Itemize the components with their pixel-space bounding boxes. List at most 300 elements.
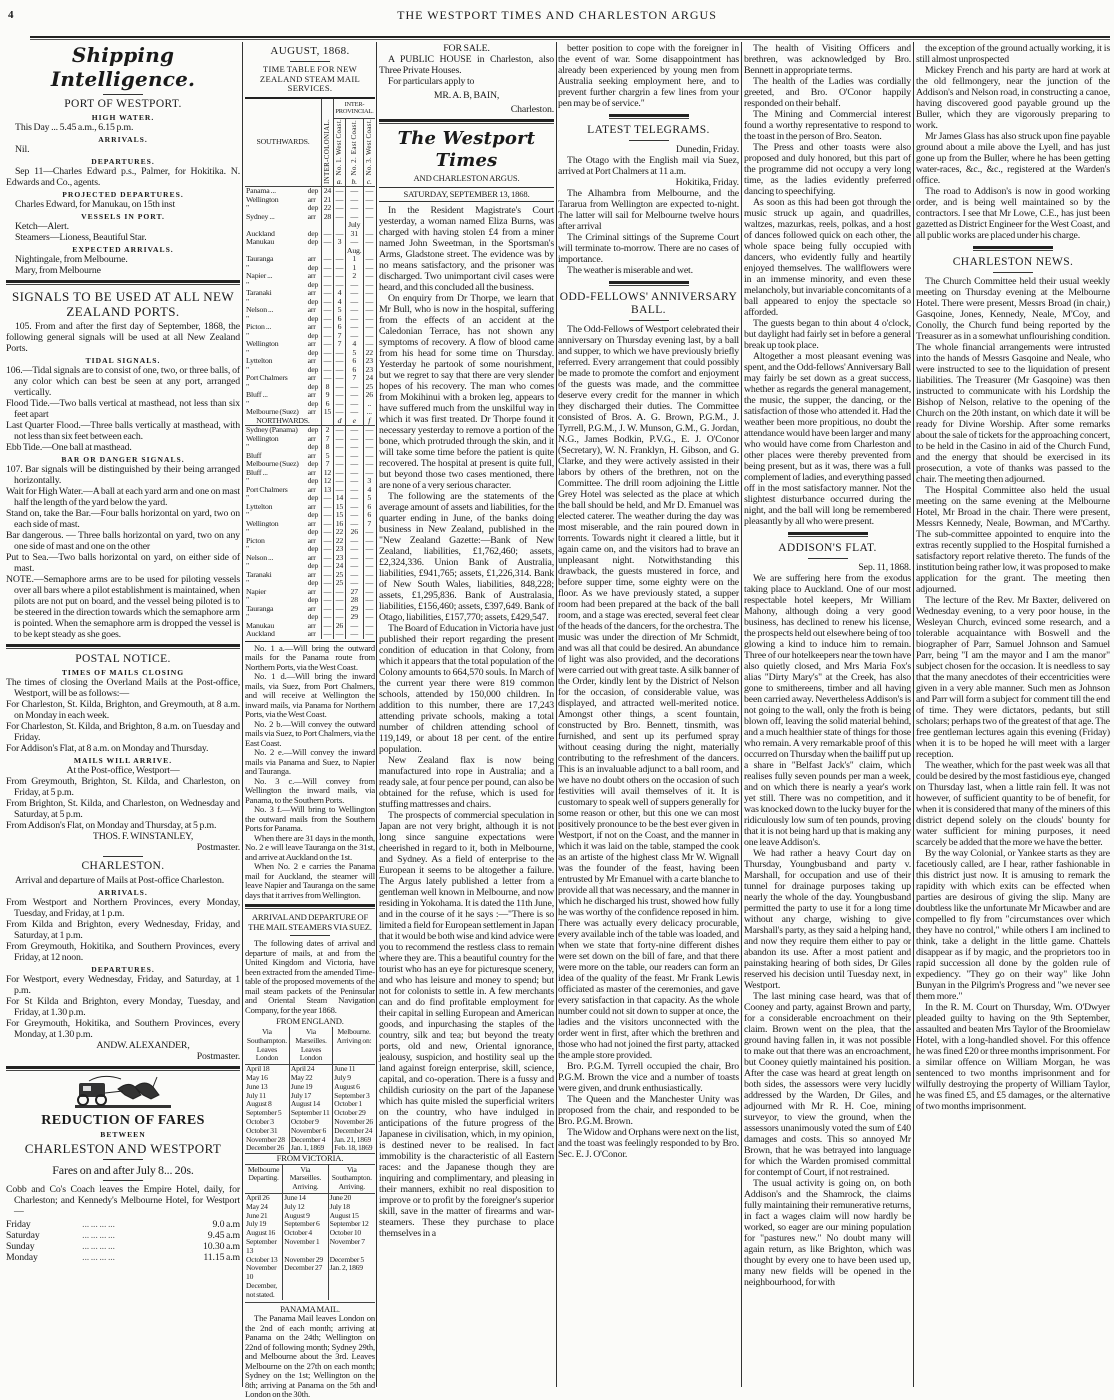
place: Bluff ... [246, 390, 268, 400]
arr-dep: dep [307, 262, 319, 272]
day-value: 1 [345, 264, 363, 273]
place: Nelson ... [246, 552, 274, 562]
leader-dots: ... ... ... ... [82, 1230, 115, 1241]
day-value: 2 [345, 272, 363, 281]
day-value: 22 [333, 528, 345, 537]
date-cell: June 13 [246, 1081, 268, 1091]
arr-dep: dep [307, 364, 319, 374]
day-value: — [345, 281, 363, 290]
postmaster-title: Postmaster. [196, 1051, 240, 1062]
arr-dep: arr [307, 288, 316, 298]
arrival-time: From Addison's Flat, on Monday and Thursday, at 5 p.m. [6, 820, 217, 831]
day-value: — [345, 298, 363, 307]
arr-dep: arr [307, 407, 316, 417]
day-value: — [363, 196, 375, 205]
arr-dep: dep [307, 510, 319, 520]
arr-dep: arr [307, 390, 316, 400]
mail-departure: For St Kilda and Brighton, every Monday, Tuesday, and Friday, at 1.30 p.m. [6, 996, 240, 1018]
day-value: — [345, 630, 363, 639]
ball-paragraph-list [744, 43, 911, 527]
column-addisons-flat [744, 43, 911, 1288]
day-value: 12 [321, 469, 333, 478]
day-value: 1 [345, 255, 363, 264]
place: Wellington [246, 194, 279, 204]
day-value: 5 [345, 349, 363, 358]
leader-dots: ... ... ... ... [82, 1241, 115, 1252]
ball-paragraph: As soon as this had been got through the music struck up again, and quadrilles, waltzes, mazurkas, reels, polkas, and a host of dances followed quick on each other, the whole space being fully occupied with dancers, who evidently fully and heartily enjoyed themselves. The wallflowers were in an immense minority, and even these melancholy, but invariable concomitants of a ball appeared to enjoy the spectacle so afforded. [744, 197, 911, 318]
arr-dep: arr [307, 373, 316, 383]
day-value: 6 [333, 323, 345, 332]
ball-paragraph: The health of the Ladies was cordially greeted, and Bro. O'Conor happily responded on their behalf. [744, 76, 911, 109]
day-value: — [363, 187, 375, 196]
date-cell: Jan. 21, 1869 [333, 1136, 375, 1145]
news-paragraph: The following are the statements of the average amount of assets and liabilities, for the quarter ending in June, of the banks doing business in New Zealand, published in the "New Zealand Gazette:—Bank of New Zealand, liabilities, £1,762,460; assets, £2,324,336. Union Bank of Australia, liabilities, £941,765; assets, £1,226,314. Bank of New South Wales, liabilities, 848,228; assets, £1,295,836. Bank of Australasia, liabilities, £156,460; assets, £397,649. Bank of Otago, liabilities, £157,770; assets, £429,547. [379, 491, 554, 623]
day-value: 6 [333, 315, 345, 324]
timetable-note: When No. 2 e carries the Panama mail for Auckland, the steamer will leave Napier and Tauranga on the same days that it arrives from Wellington. [245, 861, 375, 900]
timetable-row [245, 630, 375, 639]
column-header: Melbourne Departing. [245, 1165, 283, 1194]
divider [629, 140, 669, 141]
coach-time-row [6, 1252, 240, 1263]
day-value: 15 [333, 503, 345, 512]
day-value: 25 [363, 383, 375, 392]
for-sale-title: FOR SALE. [443, 43, 490, 54]
service-letter: e [352, 415, 356, 425]
day-value: — [321, 494, 333, 503]
paragraph: better position to cope with the foreigner in the event of war. Some disappointment has already been experienced by young men from Australia seeking employment here, and to prevent further chargrin a few lines from your pen may be of service." [558, 43, 739, 109]
column-header: Via Southampton. Arriving. [328, 1165, 375, 1194]
day-value: — [345, 332, 363, 341]
day-value: 3 [333, 238, 345, 247]
day-value: 24 [333, 562, 345, 571]
closing-time-list [6, 677, 240, 754]
ball-paragraph: Bro. P.G.M. Tyrrell occupied the chair, Bro P.G.M. Brown the vice and a number of toasts were given, and drunk enthusiastically. [558, 1061, 739, 1094]
arr-dep: arr [307, 450, 316, 460]
addison-paragraph-list [916, 43, 1110, 241]
charleston-news-paragraph: In the R. M. Court on Thursday, Wm. O'Dwyer pleaded guilty to having on the 9th September, assaulted and beaten Mrs Taylor of the Broomielaw Hotel, with a long-handled shovel. For this offence he was fined £20 or three months imprisonment. For a similar offence on William Morgan, he was sentenced to two months imprisonment and for wilfully destroying the property of William Taylor, he was fined £5, and £5 damages, or the alternative of two months imprisonment. [916, 1002, 1110, 1112]
day-value: — [321, 315, 333, 324]
addison-paragraph: The usual activity is going on, on both Addison's and the Shamrock, the claims fully maintaining their remunerative returns, in fact a wages claim will now hardly be worked, so eager are our mining population for "pastures new." No doubt many will again return, as like Brighton, which was thought by every one to have been used up, many new fields will be opened in the neighbourhood, for with [744, 1178, 911, 1288]
service-head: West Coast. [365, 118, 373, 155]
fares-between: BETWEEN [100, 1130, 146, 1139]
divider [629, 320, 669, 321]
day-value: 4 [345, 340, 363, 349]
shipping-title: Shipping Intelligence. [50, 43, 196, 91]
date-cell: September 6 [283, 1220, 328, 1229]
day-value: — [333, 391, 345, 400]
timetable-note: When there are 31 days in the month, No. 2 e will leave Tauranga on the 31st, and arrive at Auckland on the 1st. [245, 832, 375, 862]
day-value: — [363, 443, 375, 452]
day-value: — [321, 596, 333, 605]
stagecoach-illustration [73, 1075, 173, 1109]
newspaper-title: The Westport Times [397, 128, 536, 171]
day-value: — [333, 435, 345, 444]
section-label: ARRIVALS. [98, 888, 148, 897]
day-value: 16 [333, 520, 345, 529]
arr-dep: arr [307, 254, 316, 264]
addison-paragraph: the exception of the ground actually working, it is still almost unprospected [916, 43, 1110, 65]
arr-dep: dep [307, 425, 319, 435]
arr-dep: dep [307, 330, 319, 340]
day-value: 4 [363, 486, 375, 495]
addison-paragraph: We had rather a heavy Court day on Thursday, Youngbusband and party v. Marshall, for occupation and use of their tunnel for drainage purposes taking up nearly the whole of the day. Youngbusband permitted the party to use it for a long time without any charge, wishing to give Marshall's party, as they said a helping hand, and now they require them either to pay or abandon its use. After a most patient and painstaking hearing of both sides, Dr Giles reserved his decision until Tuesday next, in Westport. [744, 848, 911, 991]
day-value: — [363, 588, 375, 597]
day-value: 26 [333, 622, 345, 631]
coach-time: 10.30 a.m [203, 1241, 240, 1252]
arr-dep: dep [307, 203, 319, 213]
day-value: — [345, 323, 363, 332]
day-value: 28 [321, 213, 333, 222]
date-cell: June 19 [289, 1083, 332, 1092]
day-value: — [363, 452, 375, 461]
bar-signal: Stand on, take the Bar.—Four balls horizontal on yard, two on each side of mast. [6, 508, 240, 530]
place: " [246, 364, 249, 374]
day-value: — [363, 528, 375, 537]
place: Napier ... [246, 271, 273, 281]
day-value: 8 [321, 383, 333, 392]
coach-time: 11.15 a.m [203, 1252, 240, 1263]
tidal-signal-list [6, 365, 240, 453]
tidal-signal: Flood Tide.—Two balls vertical at masthead, not less than six feet apart [6, 398, 240, 420]
leader-dots: ... ... ... ... [82, 1219, 115, 1230]
from-victoria-title: FROM VICTORIA. [245, 1153, 375, 1165]
place: " [246, 527, 249, 537]
ball-paragraph: The Press and other toasts were also proposed and duly honored, but this part of the programme did not occupy a very long time, as the ladies evidently preferred dancing to speechifying. [744, 142, 911, 197]
section-label: DEPARTURES. [91, 965, 155, 974]
day-value: — [333, 264, 345, 273]
ball-paragraph: The health of Visiting Officers and brethren, was acknowledged by Bro. Bennett in appropriate terms. [744, 43, 911, 76]
coach-time-row [6, 1219, 240, 1230]
column-header: Melbourne. Arriving on: [333, 1027, 375, 1065]
day-value: 25 [333, 571, 345, 580]
section-label: TIDAL SIGNALS. [85, 356, 161, 365]
place: " [246, 296, 249, 306]
day-value: — [321, 357, 333, 366]
arr-dep: dep [307, 442, 319, 452]
divider [788, 532, 868, 537]
arr-dep: dep [307, 612, 319, 622]
day-value: — [321, 511, 333, 520]
closing-time: For Charleston, St. Kilda, Brighton, and Greymouth, at 8 a.m. on Monday in each week. [6, 699, 240, 721]
place: " [246, 330, 249, 340]
divider [609, 281, 689, 286]
place: " [246, 279, 249, 289]
day-value: — [363, 596, 375, 605]
day-value: — [321, 255, 333, 264]
fares-line: Fares on and after July 8... 20s. [52, 1163, 194, 1177]
arr-dep: arr [307, 586, 316, 596]
day-value: — [321, 306, 333, 315]
coach-day: Saturday [6, 1230, 40, 1241]
date-cell: August 6 [333, 1083, 375, 1092]
day-value: — [363, 255, 375, 264]
date-cell: August 16 [246, 1228, 276, 1238]
day-value: — [363, 306, 375, 315]
day-value: 22 [363, 349, 375, 358]
charleston-news-title: CHARLESTON NEWS. [952, 256, 1074, 268]
departures: Sep 11—Charles Edward p.s., Palmer, for Hokitika. N. Edwards and Co., agents. [6, 166, 240, 188]
date-cell: November 6 [289, 1127, 332, 1136]
news-paragraph: The Board of Education in Victoria have just published their report regarding the present condition of education in that Colony, from which it appears that the total population of the Colony amounts to 664,570 souls. In March of the current year there were 819 common schools, attended by 150,000 children. In addition to this number, there are 17,243 attending private schools, making a total number of children attending school of 119,149, or about 18 per cent. of the entire population. [379, 623, 554, 755]
day-value: — [345, 486, 363, 495]
place: Lyttelton [246, 501, 273, 511]
day-value: — [345, 469, 363, 478]
day-value: — [345, 452, 363, 461]
timetable-title: TIME TABLE FOR NEW ZEALAND STEAM MAIL SERVICES. [259, 64, 361, 93]
service-column [345, 118, 363, 187]
service-number: No. 2. [349, 156, 358, 176]
day-value: — [321, 571, 333, 580]
column-header: Via Marseilles. Leaves London [289, 1027, 332, 1065]
divider [808, 558, 848, 559]
day-value: — [363, 213, 375, 222]
day-value: — [345, 306, 363, 315]
tidal-signal: Last Quarter Flood.—Three balls vertically at masthead, with not less than six feet between each. [6, 420, 240, 442]
day-value: — [321, 630, 333, 639]
for-sale-place: Charleston. [510, 104, 554, 115]
arr-dep: arr [307, 569, 316, 579]
day-value: 7 [333, 332, 345, 341]
day-value: — [345, 383, 363, 392]
day-value: 7 [345, 374, 363, 383]
arr-dep: dep [307, 527, 319, 537]
arr-dep: dep [307, 398, 319, 408]
tidal-signal: Ebb Tide.—One ball at masthead. [6, 442, 132, 453]
place: " [246, 476, 249, 486]
day-value: 24 [321, 187, 333, 196]
dateline: Sep. 11, 1868. [858, 562, 911, 573]
day-value: — [333, 477, 345, 486]
closing-time: For Addison's Flat, at 8 a.m. on Monday and Thursday. [6, 743, 209, 754]
day-value: — [321, 622, 333, 631]
day-value: — [345, 391, 363, 400]
day-value: — [363, 289, 375, 298]
date-cell: October 10 [328, 1229, 375, 1238]
service-column [333, 118, 345, 187]
date-cell: September 3 [333, 1092, 375, 1101]
mail-arrival: From Kilda and Brighton, every Wednesday, Friday, and Saturday, at 1 p.m. [6, 919, 240, 941]
day-value: — [363, 238, 375, 247]
date-cell: July 18 [328, 1203, 375, 1212]
dateline: Dunedin, Friday. [675, 144, 739, 155]
day-value: — [345, 408, 363, 417]
service-number: No. 1. [335, 156, 344, 176]
day-value: — [333, 230, 345, 239]
place: Port Chalmers [246, 373, 288, 383]
place: " [246, 347, 249, 357]
day-value: 31 [345, 230, 363, 239]
day-value: — [345, 503, 363, 512]
postal-title: POSTAL NOTICE. [75, 653, 171, 665]
date-cell: July 12 [283, 1203, 328, 1212]
place: Melbourne (Suez) [246, 407, 299, 417]
timetable-note: No. 2 b.—Will convey the outward mails via Suez, to Port Chalmers, via the East Coast. [245, 718, 375, 748]
day-value: — [333, 588, 345, 597]
date-row [245, 1144, 375, 1153]
day-value: — [333, 426, 345, 435]
bar-signal: Bar dangerous. — Three balls horizontal on yard, two on any one side of mast and one on the other [6, 530, 240, 552]
column-header: Via Marseilles. Arriving. [283, 1165, 328, 1194]
day-value: — [363, 204, 375, 213]
timetable-note: No. 3 c.—Will convey from Wellington the inward mails, via Panama, to the Southern Ports. [245, 775, 375, 805]
divider [993, 272, 1033, 273]
date-cell: October 1 [333, 1100, 375, 1109]
telegram-list [558, 188, 739, 276]
day-value: — [321, 528, 333, 537]
place: Manukau [246, 620, 275, 630]
day-value: 5 [321, 452, 333, 461]
date-cell: July 9 [333, 1074, 375, 1083]
day-value: — [345, 426, 363, 435]
day-value: — [363, 579, 375, 588]
day-value: 8 [321, 443, 333, 452]
addison-paragraph: The last mining case heard, was that of Cooney and party, against Brown and party, for a considerable encroachment on their claim. Brown went on the plea, that the ground having fallen in, it was not possible to make out that there was an encroachment, but Cooney quietly maintained his position. After the case was heard at great length on both sides, the assessors were very lucidly addressed by the Warden, Dr Giles, and adjourned with Mr R. H. Coe, mining surveyor, to view the ground, when the assessors unanimously voted the sum of £40 damages and costs. This so annoyed Mr Brown, that he was betrayed into language for which the Warden promised committal for contempt of Court, if not restrained. [744, 991, 911, 1178]
date-cell: December 27 [283, 1264, 328, 1282]
mail-arrival: From Westport and Northern Provinces, every Monday, Tuesday, and Friday, at 1 p.m. [6, 897, 240, 919]
ball-paragraph: The Queen and the Manchester Unity was proposed from the chair, and responded to be Bro. P.G.M. Brown. [558, 1094, 739, 1127]
mail-timetable [245, 99, 375, 639]
date-cell: April 18 [246, 1064, 270, 1074]
date-cell: May 22 [289, 1074, 332, 1083]
day-value: — [321, 332, 333, 341]
vessel-line: Steamers—Lioness, Beautiful Star. [15, 232, 147, 243]
date-cell: December 4 [289, 1136, 332, 1145]
day-value: — [363, 281, 375, 290]
coach-time-row [6, 1241, 240, 1252]
day-value: — [363, 545, 375, 554]
day-value: — [333, 408, 345, 417]
day-value: — [321, 264, 333, 273]
ball-title: ODD-FELLOWS' ANNIVERSARY BALL. [559, 291, 738, 316]
arr-dep: arr [307, 552, 316, 562]
day-value: 5 [333, 306, 345, 315]
divider [6, 1066, 240, 1071]
day-value: — [345, 196, 363, 205]
day-value: — [363, 340, 375, 349]
date-cell: December 26 [246, 1143, 284, 1153]
date-cell: August 14 [289, 1100, 332, 1109]
projected-departures: Charles Edward, for Manukau, on 15th inst [15, 199, 176, 210]
expected-line-list [6, 254, 240, 276]
place: Sydney ... [246, 211, 275, 221]
day-value: — [363, 264, 375, 273]
divider [6, 644, 240, 649]
date-cell: November 1 [283, 1238, 328, 1256]
arr-dep: dep [307, 228, 319, 238]
arr-dep: arr [307, 629, 316, 639]
date-cell: September 5 [246, 1108, 282, 1118]
date-cell: Jan. 1, 1869 [289, 1144, 332, 1153]
day-value: — [345, 562, 363, 571]
day-value: 7 [333, 340, 345, 349]
charleston-mail-title: CHARLESTON. [81, 860, 165, 872]
day-value: 22 [333, 537, 345, 546]
timetable-note-list [245, 644, 375, 901]
day-value: — [333, 400, 345, 409]
arr-dep: arr [307, 305, 316, 315]
telegram: The weather is miserable and wet. [567, 265, 693, 276]
page-number: 4 [8, 9, 14, 21]
day-value: — [321, 605, 333, 614]
day-value: — [321, 520, 333, 529]
day-value: 27 [345, 588, 363, 597]
section-label: TIMES OF MAILS CLOSING [61, 668, 185, 677]
arr-dep: arr [307, 271, 316, 281]
date-cell: Feb. 18, 1869 [333, 1144, 375, 1153]
closing-time: The times of closing the Overland Mails at the Post-office, Westport, will be as follows:— [6, 677, 240, 699]
service-head: West Coast. [335, 118, 344, 155]
day-value: 23 [363, 357, 375, 366]
place: " [246, 493, 249, 503]
service-number: No. 3. [365, 156, 373, 176]
date-row [245, 1282, 375, 1300]
day-value: — [363, 315, 375, 324]
arr-dep: dep [307, 186, 319, 196]
day-value: — [345, 537, 363, 546]
place: Tauranga [246, 603, 274, 613]
day-value: — [333, 281, 345, 290]
place: Port Chalmers [246, 484, 288, 494]
day-value: — [333, 596, 345, 605]
day-value: — [321, 545, 333, 554]
date-cell: December 24 [333, 1127, 375, 1136]
day-value: 24 [363, 374, 375, 383]
column-charleston-news [916, 43, 1110, 1112]
arrive-at: At the Post-office, Westport— [66, 765, 180, 776]
day-value: 7 [321, 460, 333, 469]
addison-paragraph: Mickey French and his party are hard at work at the old fellmongery, near the junction of the Addison's and Nelson road, in constructing a canoe, having discovered good payable ground up the Buller, which they are vigorously preparing to work. [916, 65, 1110, 131]
timetable-note: No. 1 a.—Will bring the outward mails for the Panama route from Northern Ports, via the West Coast. [245, 642, 375, 672]
day-value: 12 [321, 477, 333, 486]
day-value: — [333, 486, 345, 495]
closing-time: For Charleston, St. Kilda, and Brighton, 8 a.m. on Tuesday and Friday. [6, 721, 240, 743]
day-value: — [363, 469, 375, 478]
day-value: 14 [333, 494, 345, 503]
arr-dep: arr [307, 339, 316, 349]
day-value: — [363, 562, 375, 571]
place: " [246, 544, 249, 554]
news-paragraph: New Zealand flax is now being manufactured into rope in Australia; and a ready sale, at four pence per pound, can also be obtained for the refuse, which is used for stuffing mattresses and chairs. [379, 755, 554, 810]
day-value: 23 [363, 366, 375, 375]
divider [103, 1180, 143, 1181]
day-value: 15 [321, 408, 333, 417]
arr-dep: dep [307, 279, 319, 289]
telegrams-title: LATEST TELEGRAMS. [587, 124, 710, 136]
day-value: 21 [321, 196, 333, 205]
port-title: PORT OF WESTPORT. [64, 98, 182, 110]
day-value: — [345, 579, 363, 588]
date-cell: September 11 [289, 1109, 332, 1118]
day-value: — [321, 588, 333, 597]
divider [6, 280, 240, 285]
arr-dep: dep [307, 237, 319, 247]
date-header-row [245, 1165, 375, 1194]
news-paragraph: On enquiry from Dr Thorpe, we learn that Mr Bull, who is now in the hospital, suffering from the effects of an accident at the Caledonian Terrace, has not shown any symptoms of recovery. A flow of blood came from his head for some time on Thursday. Yesterday he partook of some nourishment, but we regret to say that there are very slender hopes of his recovery. The man who comes from Mokihinui with a broken leg, appears to have suffered much from the unskilful way in which it was first treated. Dr Thorpe found it necessary yesterday to remove a portion of the bone, which protruded through the skin, and it will take some time before the patient is quite recovered. The hospital at present is quite full, but beyond those two cases mentioned, there are none of a very serious character. [379, 293, 554, 491]
arr-dep: dep [307, 595, 319, 605]
arr-dep: arr [307, 501, 316, 511]
date-cell: June 14 [283, 1194, 328, 1203]
day-value: 7 [321, 435, 333, 444]
day-value: 6 [363, 511, 375, 520]
place: " [246, 203, 249, 213]
bar-signal: Put to Sea.—Two balls horizontal on yard, on either side of mast. [6, 552, 240, 574]
day-value: 6 [345, 366, 363, 375]
day-value: — [363, 230, 375, 239]
date-cell: November 7 [328, 1238, 375, 1256]
service-letter: c. [366, 176, 372, 186]
day-value: — [345, 187, 363, 196]
coach-day: Monday [6, 1252, 38, 1263]
